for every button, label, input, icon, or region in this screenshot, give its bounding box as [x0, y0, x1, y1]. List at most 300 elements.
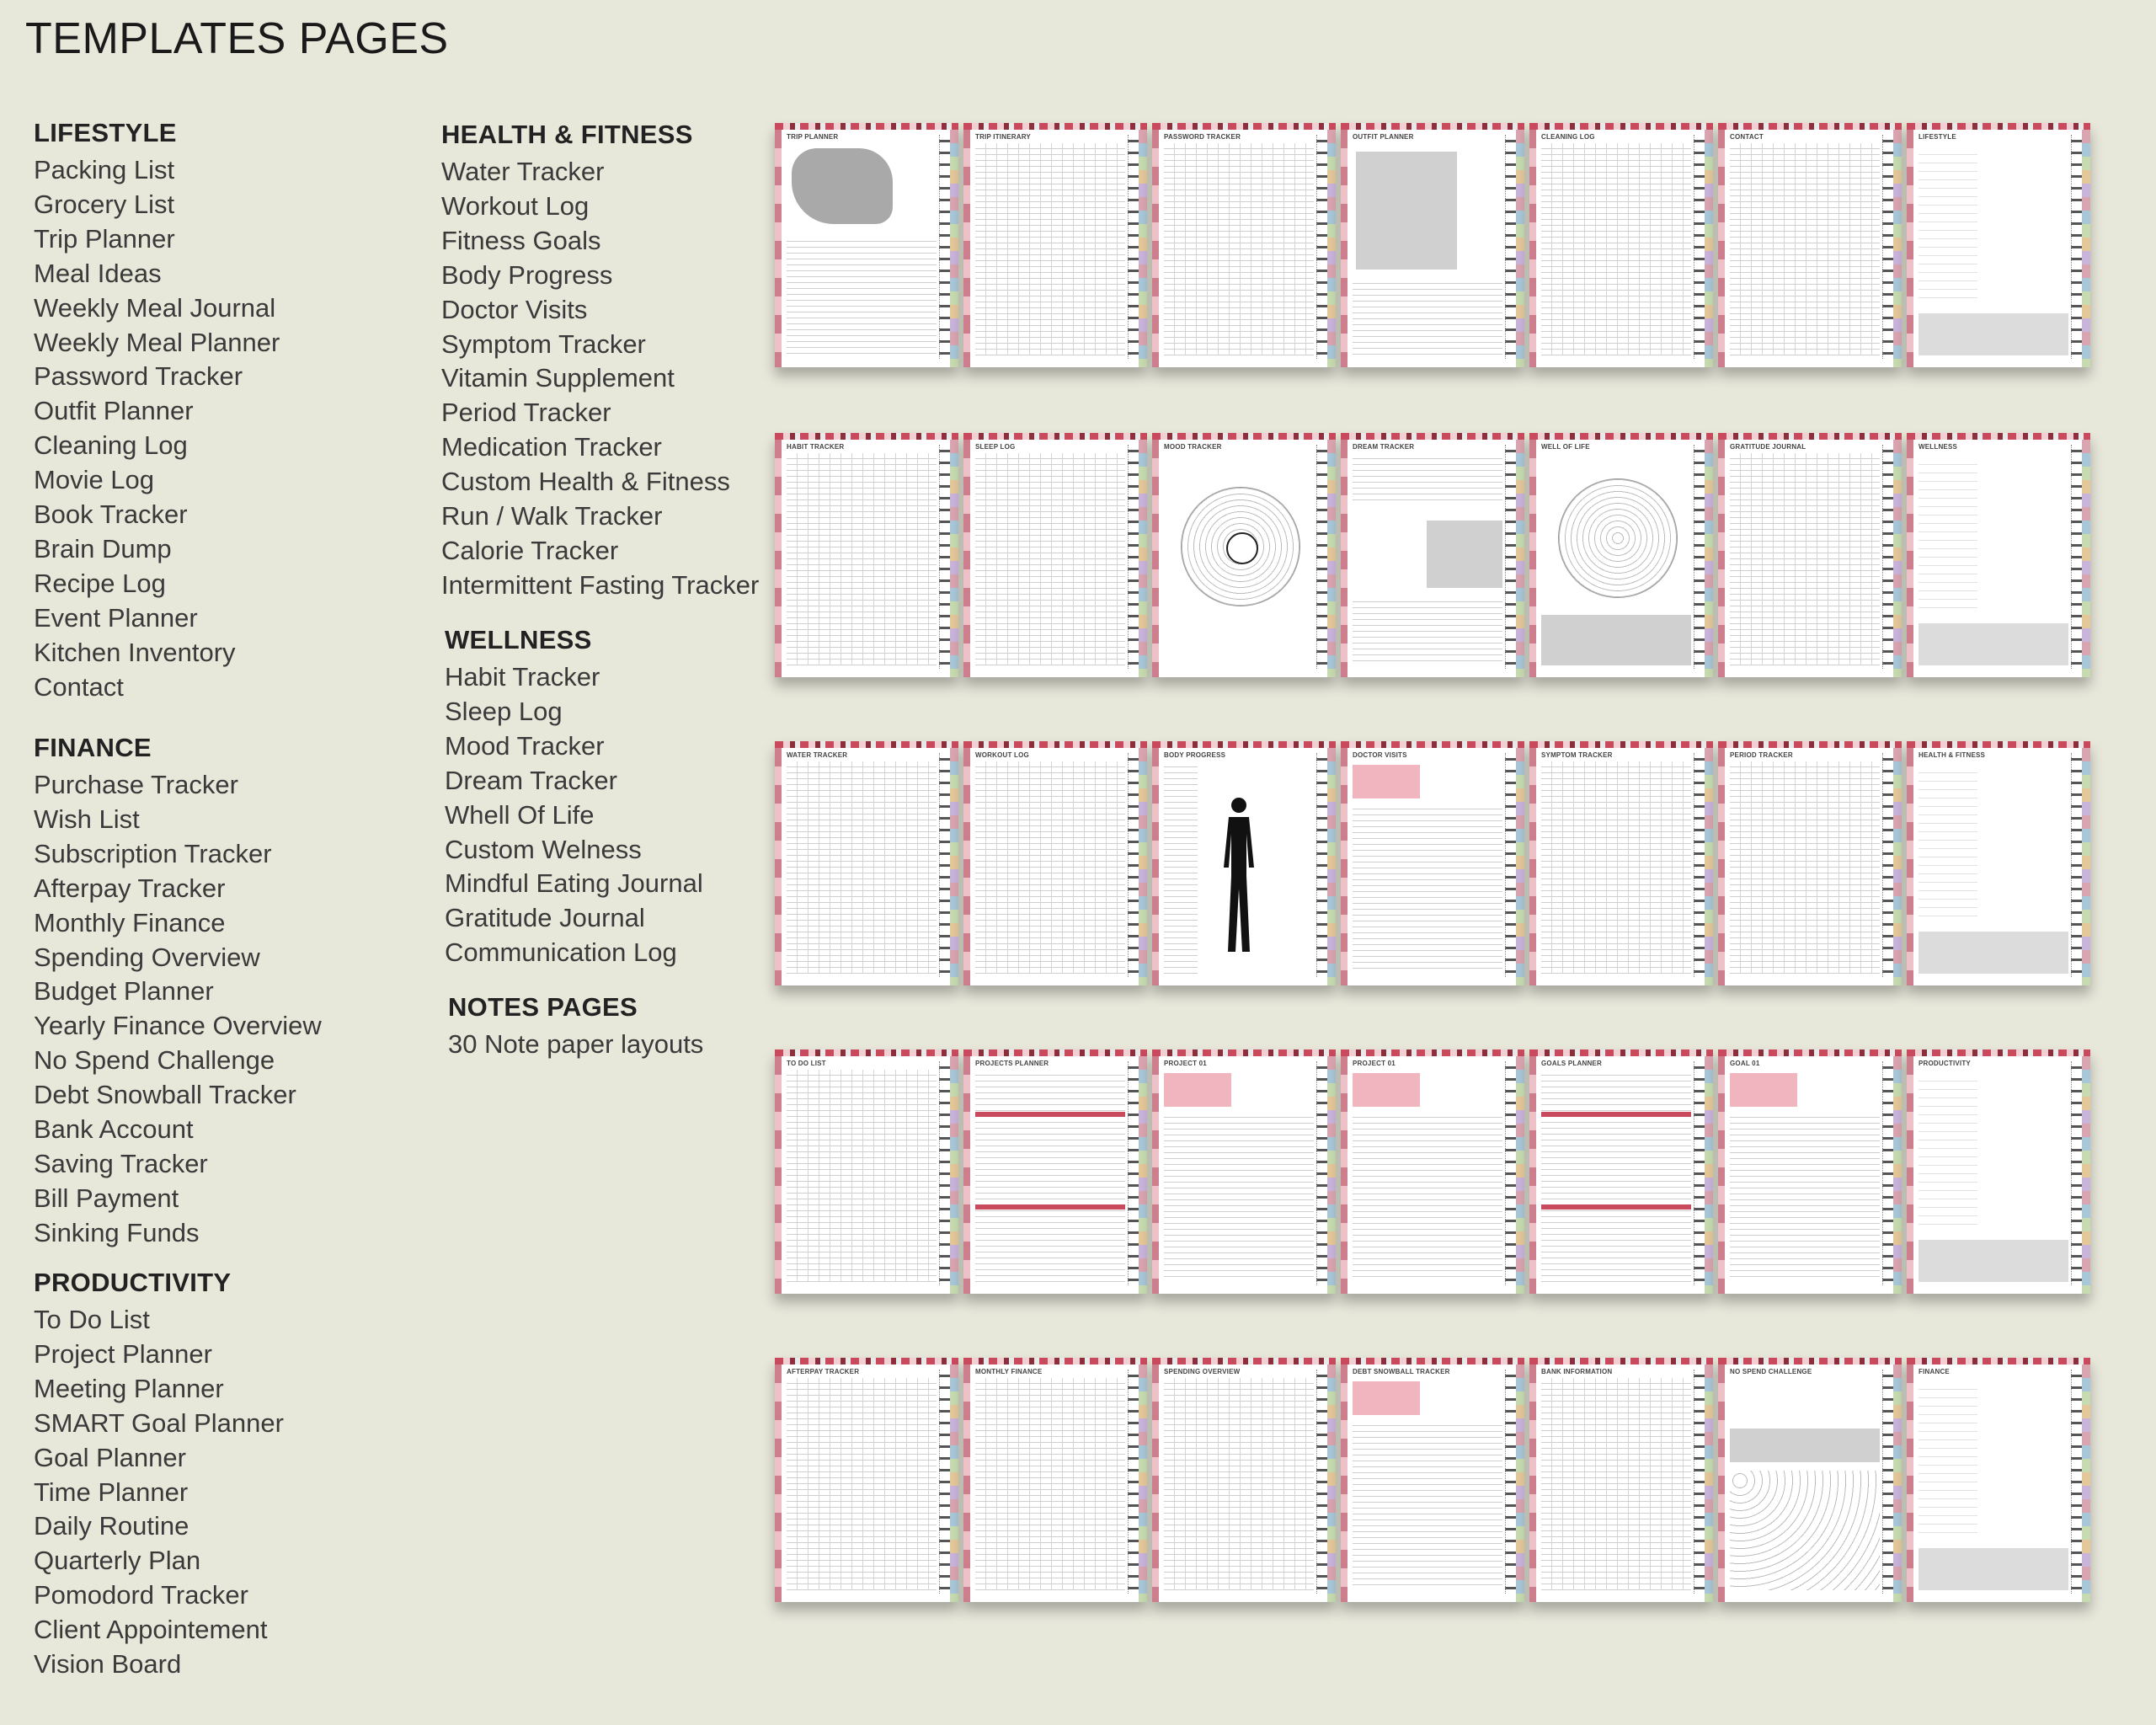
thumbnail-body [1541, 1070, 1691, 1282]
page-leftbar [1341, 440, 1348, 677]
thumbnail-title: SLEEP LOG [975, 443, 1016, 451]
page-tabs [1705, 1056, 1713, 1294]
list-item: Recipe Log [34, 568, 166, 598]
page-leftbar [963, 130, 970, 367]
page-graphic [975, 143, 1125, 355]
binder-rings-icon [1882, 1061, 1893, 1285]
thumbnail-title: GOALS PLANNER [1541, 1060, 1602, 1067]
page-graphic [975, 1378, 1125, 1590]
page-tabs [950, 1056, 958, 1294]
page-graphic [1353, 1073, 1420, 1107]
template-thumbnail [775, 123, 958, 367]
page-tabs [1893, 1365, 1902, 1602]
list-item: Budget Planner [34, 976, 214, 1007]
page-graphic [1181, 487, 1300, 606]
binder-rings-icon [1505, 753, 1516, 977]
list-item: Body Progress [441, 259, 613, 290]
list-item: Run / Walk Tracker [441, 501, 663, 531]
page-topbar [1152, 741, 1336, 748]
page-leftbar [1341, 1365, 1348, 1602]
thumbnail-title: GRATITUDE JOURNAL [1730, 443, 1806, 451]
page-tabs [1327, 748, 1336, 985]
template-thumbnail [1718, 1049, 1902, 1294]
list-item: Vision Board [34, 1649, 182, 1680]
thumbnail-title: WELLNESS [1919, 443, 1958, 451]
page-graphic [975, 761, 1125, 974]
thumbnail-body [1730, 761, 1880, 974]
page-leftbar [1341, 1056, 1348, 1294]
page-leftbar [1152, 130, 1159, 367]
list-item: Period Tracker [441, 398, 611, 428]
page-tabs [1327, 1056, 1336, 1294]
template-thumbnail [1718, 741, 1902, 985]
thumbnail-body [975, 1378, 1125, 1590]
page-topbar [1152, 1049, 1336, 1056]
thumbnail-body [1919, 761, 2068, 974]
list-item: Outfit Planner [34, 396, 194, 426]
page-topbar [1152, 1358, 1336, 1365]
page-leftbar [1529, 440, 1536, 677]
page-tabs [1893, 748, 1902, 985]
page-topbar [1529, 1358, 1713, 1365]
thumbnail-title: HABIT TRACKER [787, 443, 845, 451]
list-item: Weekly Meal Planner [34, 327, 280, 357]
page-topbar [1341, 741, 1524, 748]
page-graphic [1353, 765, 1420, 798]
page-graphic [1730, 1112, 1880, 1282]
page-leftbar [1907, 440, 1913, 677]
page-graphic [1427, 521, 1502, 588]
section-notes [448, 992, 703, 1062]
template-thumbnail [775, 1049, 958, 1294]
binder-rings-icon [939, 1061, 950, 1285]
thumbnail-body [975, 761, 1125, 974]
thumbnail-body [1919, 143, 2068, 355]
binder-rings-icon [1882, 445, 1893, 669]
list-item: Cleaning Log [34, 430, 188, 461]
page-graphic [787, 761, 937, 974]
page-graphic [1919, 623, 2068, 665]
page-graphic [1919, 1240, 2068, 1282]
list-item: Yearly Finance Overview [34, 1011, 322, 1041]
thumbnail-body [1164, 1070, 1314, 1282]
thumbnail-body [787, 453, 937, 665]
page-graphic [1919, 1548, 2068, 1590]
page-leftbar [1718, 130, 1725, 367]
page-tabs [1705, 130, 1713, 367]
thumbnail-row-health [775, 741, 2156, 994]
page-tabs [1139, 1056, 1147, 1294]
thumbnail-body [1919, 453, 2068, 665]
page-graphic [1356, 152, 1457, 270]
thumbnail-body [1919, 1070, 2068, 1282]
page-graphic [975, 1070, 1125, 1282]
thumbnail-body [787, 1070, 937, 1282]
page-graphic [1730, 1471, 1880, 1590]
thumbnail-body [1353, 761, 1502, 974]
thumbnail-row-wellness [775, 433, 2156, 686]
page-topbar [775, 1049, 958, 1056]
thumbnail-title: WORKOUT LOG [975, 751, 1029, 759]
page-graphic [1541, 1112, 1691, 1117]
binder-rings-icon [1694, 1061, 1705, 1285]
thumbnail-row-productivity [775, 1049, 2156, 1302]
template-thumbnail [1152, 1049, 1336, 1294]
page-tabs [1327, 1365, 1336, 1602]
page-topbar [1907, 1358, 2090, 1365]
binder-rings-icon [939, 753, 950, 977]
thumbnail-title: DREAM TRACKER [1353, 443, 1415, 451]
list-item: Quarterly Plan [34, 1546, 201, 1576]
thumbnail-title: GOAL 01 [1730, 1060, 1760, 1067]
page-topbar [1529, 433, 1713, 440]
section-list [448, 1028, 703, 1062]
template-thumbnail [775, 433, 958, 677]
template-thumbnail [1907, 1358, 2090, 1602]
list-item: Gratitude Journal [445, 903, 645, 933]
list-item: Time Planner [34, 1477, 189, 1507]
page-topbar [963, 433, 1147, 440]
thumbnail-body [1541, 1378, 1691, 1590]
page-leftbar [1718, 440, 1725, 677]
template-thumbnail [1529, 1358, 1713, 1602]
thumbnail-title: PROJECTS PLANNER [975, 1060, 1049, 1067]
page-tabs [1327, 130, 1336, 367]
section-list [445, 660, 703, 970]
section-heading: HEALTH & FITNESS [441, 120, 693, 149]
thumbnail-row-lifestyle [775, 123, 2156, 376]
page-leftbar [963, 1056, 970, 1294]
list-item: Custom Welness [445, 834, 642, 864]
section-list [441, 155, 759, 603]
page-tabs [1516, 748, 1524, 985]
page-topbar [1718, 433, 1902, 440]
list-item: Custom Health & Fitness [441, 467, 730, 497]
thumbnail-body [1164, 761, 1314, 974]
thumbnail-body [1353, 143, 1502, 355]
page-graphic [1730, 761, 1880, 974]
thumbnail-row-finance [775, 1358, 2156, 1610]
list-item: Mindful Eating Journal [445, 868, 703, 899]
page-topbar [1718, 1358, 1902, 1365]
thumbnail-body [975, 143, 1125, 355]
page-tabs [1705, 440, 1713, 677]
page-topbar [775, 1358, 958, 1365]
page-topbar [1907, 433, 2090, 440]
binder-rings-icon [2071, 1370, 2082, 1594]
page-leftbar [1907, 1365, 1913, 1602]
template-thumbnail [775, 741, 958, 985]
list-item: Packing List [34, 155, 175, 184]
thumbnail-title: FINANCE [1919, 1368, 1950, 1375]
list-item: Password Tracker [34, 361, 243, 392]
thumbnail-title: WATER TRACKER [787, 751, 848, 759]
binder-rings-icon [1505, 1370, 1516, 1594]
list-item: Debt Snowball Tracker [34, 1080, 296, 1110]
page-topbar [1152, 123, 1336, 130]
page-graphic [1164, 761, 1198, 974]
page-graphic [1919, 932, 2068, 974]
binder-rings-icon [1505, 1061, 1516, 1285]
list-item: Weekly Meal Journal [34, 292, 276, 323]
list-item: Fitness Goals [441, 225, 601, 255]
page-tabs [950, 1365, 958, 1602]
page-leftbar [1152, 440, 1159, 677]
section-finance [34, 733, 322, 1251]
page-graphic [1558, 478, 1678, 598]
list-item: Medication Tracker [441, 432, 662, 462]
page-tabs [1516, 130, 1524, 367]
thumbnail-body [1164, 143, 1314, 355]
binder-rings-icon [1316, 1061, 1327, 1285]
page-graphic [1919, 313, 2068, 355]
template-thumbnail [1341, 433, 1524, 677]
list-item: Contact [34, 671, 124, 702]
list-item: Monthly Finance [34, 907, 226, 937]
binder-rings-icon [1128, 445, 1139, 669]
thumbnail-body [1353, 453, 1502, 665]
list-item: Movie Log [34, 465, 155, 495]
page-leftbar [1341, 748, 1348, 985]
thumbnail-title: PROJECT 01 [1164, 1060, 1207, 1067]
page-topbar [1341, 433, 1524, 440]
page-graphic [1164, 1073, 1231, 1107]
list-item: Trip Planner [34, 223, 175, 254]
list-item: Communication Log [445, 937, 677, 968]
page-leftbar [1341, 130, 1348, 367]
template-thumbnail [775, 1358, 958, 1602]
page-tabs [1516, 1056, 1524, 1294]
list-item: Project Planner [34, 1338, 212, 1369]
thumbnail-title: NO SPEND CHALLENGE [1730, 1368, 1812, 1375]
binder-rings-icon [2071, 1061, 2082, 1285]
template-thumbnail [1907, 433, 2090, 677]
section-heading: NOTES PAGES [448, 992, 638, 1022]
page-topbar [963, 741, 1147, 748]
page-leftbar [1907, 748, 1913, 985]
template-thumbnail [1529, 123, 1713, 367]
list-item: Habit Tracker [445, 662, 600, 692]
thumbnail-body [975, 1070, 1125, 1282]
page-graphic [1353, 804, 1502, 974]
thumbnail-title: PERIOD TRACKER [1730, 751, 1793, 759]
section-lifestyle [34, 118, 280, 705]
list-item: Client Appointement [34, 1615, 268, 1645]
list-item: Intermittent Fasting Tracker [441, 569, 760, 600]
list-item: 30 Note paper layouts [448, 1029, 704, 1059]
list-item: Subscription Tracker [34, 838, 272, 868]
template-thumbnail [1718, 433, 1902, 677]
page-leftbar [1907, 1056, 1913, 1294]
binder-rings-icon [1882, 1370, 1893, 1594]
template-thumbnail [1341, 1358, 1524, 1602]
list-item: Wish List [34, 804, 140, 834]
list-item: Bill Payment [34, 1183, 179, 1213]
page-graphic [975, 1112, 1125, 1117]
template-thumbnail [1341, 741, 1524, 985]
page-graphic [975, 453, 1125, 665]
page-title: TEMPLATES PAGES [25, 14, 449, 63]
thumbnail-title: CLEANING LOG [1541, 133, 1595, 141]
page-graphic [1353, 453, 1502, 504]
page-leftbar [963, 748, 970, 985]
thumbnail-title: PASSWORD TRACKER [1164, 133, 1241, 141]
page-graphic [1164, 1378, 1314, 1590]
template-thumbnail [1907, 741, 2090, 985]
page-tabs [1327, 440, 1336, 677]
page-topbar [1718, 1049, 1902, 1056]
page-graphic [1353, 278, 1502, 355]
list-item: Dream Tracker [445, 765, 617, 795]
page-graphic [1541, 1204, 1691, 1210]
template-thumbnail [963, 433, 1147, 677]
thumbnail-body [1730, 1378, 1880, 1590]
binder-rings-icon [939, 1370, 950, 1594]
page-topbar [1529, 741, 1713, 748]
template-thumbnail [963, 123, 1147, 367]
page-graphic [1919, 457, 1977, 608]
binder-rings-icon [1694, 1370, 1705, 1594]
page-topbar [1718, 741, 1902, 748]
list-item: Meal Ideas [34, 258, 162, 288]
thumbnail-body [787, 761, 937, 974]
list-item: Book Tracker [34, 499, 188, 530]
binder-rings-icon [1316, 1370, 1327, 1594]
page-leftbar [1152, 748, 1159, 985]
binder-rings-icon [1128, 753, 1139, 977]
page-leftbar [775, 130, 782, 367]
binder-rings-icon [2071, 135, 2082, 359]
page-leftbar [963, 1365, 970, 1602]
thumbnail-title: PROJECT 01 [1353, 1060, 1396, 1067]
list-item: Water Tracker [441, 157, 605, 186]
thumbnail-body [1919, 1378, 2068, 1590]
thumbnail-body [1730, 1070, 1880, 1282]
page-tabs [950, 440, 958, 677]
list-item: Spending Overview [34, 942, 260, 972]
page-graphic [1353, 1112, 1502, 1282]
page-graphic [1730, 453, 1880, 665]
binder-rings-icon [1505, 445, 1516, 669]
section-list [34, 768, 322, 1251]
page-tabs [1139, 1365, 1147, 1602]
page-leftbar [1152, 1365, 1159, 1602]
page-graphic [787, 1070, 937, 1282]
thumbnail-title: MONTHLY FINANCE [975, 1368, 1043, 1375]
page-graphic [787, 453, 937, 665]
list-item: Daily Routine [34, 1511, 189, 1541]
list-item: Sleep Log [445, 696, 563, 726]
thumbnail-title: WELL OF LIFE [1541, 443, 1590, 451]
page-graphic [1226, 532, 1258, 564]
page-leftbar [1529, 1365, 1536, 1602]
page-leftbar [1529, 748, 1536, 985]
thumbnail-body [1541, 143, 1691, 355]
template-thumbnail [963, 1049, 1147, 1294]
thumbnail-body [1730, 143, 1880, 355]
page-topbar [1341, 1358, 1524, 1365]
list-item: Doctor Visits [441, 294, 588, 324]
section-list [34, 1303, 284, 1682]
template-thumbnail [1152, 123, 1336, 367]
page-leftbar [775, 748, 782, 985]
thumbnail-body [1541, 761, 1691, 974]
list-item: SMART Goal Planner [34, 1407, 284, 1438]
page-topbar [775, 123, 958, 130]
list-item: Kitchen Inventory [34, 637, 236, 667]
section-productivity [34, 1268, 284, 1682]
thumbnail-title: HEALTH & FITNESS [1919, 751, 1986, 759]
thumbnail-title: LIFESTYLE [1919, 133, 1956, 141]
binder-rings-icon [2071, 753, 2082, 977]
list-item: Symptom Tracker [441, 328, 646, 359]
page-graphic [1541, 1070, 1691, 1282]
thumbnail-title: SYMPTOM TRACKER [1541, 751, 1613, 759]
thumbnail-title: BODY PROGRESS [1164, 751, 1226, 759]
page-graphic [1541, 615, 1691, 665]
thumbnail-body [975, 453, 1125, 665]
page-topbar [1152, 433, 1336, 440]
list-item: Meeting Planner [34, 1373, 224, 1403]
section-heading: FINANCE [34, 733, 152, 762]
page-graphic [1353, 1381, 1420, 1415]
section-heading: PRODUCTIVITY [34, 1268, 232, 1297]
thumbnail-body [1541, 453, 1691, 665]
template-thumbnail [1529, 1049, 1713, 1294]
page-tabs [950, 748, 958, 985]
template-thumbnail [1718, 123, 1902, 367]
template-thumbnail [1907, 123, 2090, 367]
list-item: Vitamin Supplement [441, 363, 675, 393]
page-tabs [2082, 440, 2090, 677]
thumbnail-title: DEBT SNOWBALL TRACKER [1353, 1368, 1450, 1375]
template-thumbnail [963, 741, 1147, 985]
page-topbar [1718, 123, 1902, 130]
list-item: Pomodord Tracker [34, 1580, 248, 1610]
page-graphic [1919, 1381, 1977, 1533]
page-leftbar [775, 1365, 782, 1602]
page-graphic [792, 148, 893, 224]
page-tabs [1705, 1365, 1713, 1602]
page-tabs [1705, 748, 1713, 985]
thumbnail-title: AFTERPAY TRACKER [787, 1368, 860, 1375]
page-topbar [1907, 741, 2090, 748]
page-tabs [1139, 440, 1147, 677]
binder-rings-icon [1316, 753, 1327, 977]
list-item: Goal Planner [34, 1442, 186, 1472]
thumbnail-body [1353, 1378, 1502, 1590]
list-item: No Spend Challenge [34, 1045, 275, 1076]
page-topbar [1907, 1049, 2090, 1056]
page-tabs [950, 130, 958, 367]
thumbnail-body [787, 143, 937, 355]
page-leftbar [1718, 1056, 1725, 1294]
section-heading: LIFESTYLE [34, 118, 177, 147]
list-item: Purchase Tracker [34, 770, 238, 799]
binder-rings-icon [1882, 753, 1893, 977]
binder-rings-icon [1882, 135, 1893, 359]
template-thumbnail [1152, 433, 1336, 677]
page-leftbar [1718, 748, 1725, 985]
page-graphic [1353, 596, 1502, 665]
page-graphic [1353, 1420, 1502, 1590]
page-topbar [963, 1358, 1147, 1365]
page-graphic [787, 236, 937, 355]
page-leftbar [963, 440, 970, 677]
thumbnail-title: TRIP ITINERARY [975, 133, 1031, 141]
binder-rings-icon [1128, 135, 1139, 359]
thumbnail-title: OUTFIT PLANNER [1353, 133, 1414, 141]
